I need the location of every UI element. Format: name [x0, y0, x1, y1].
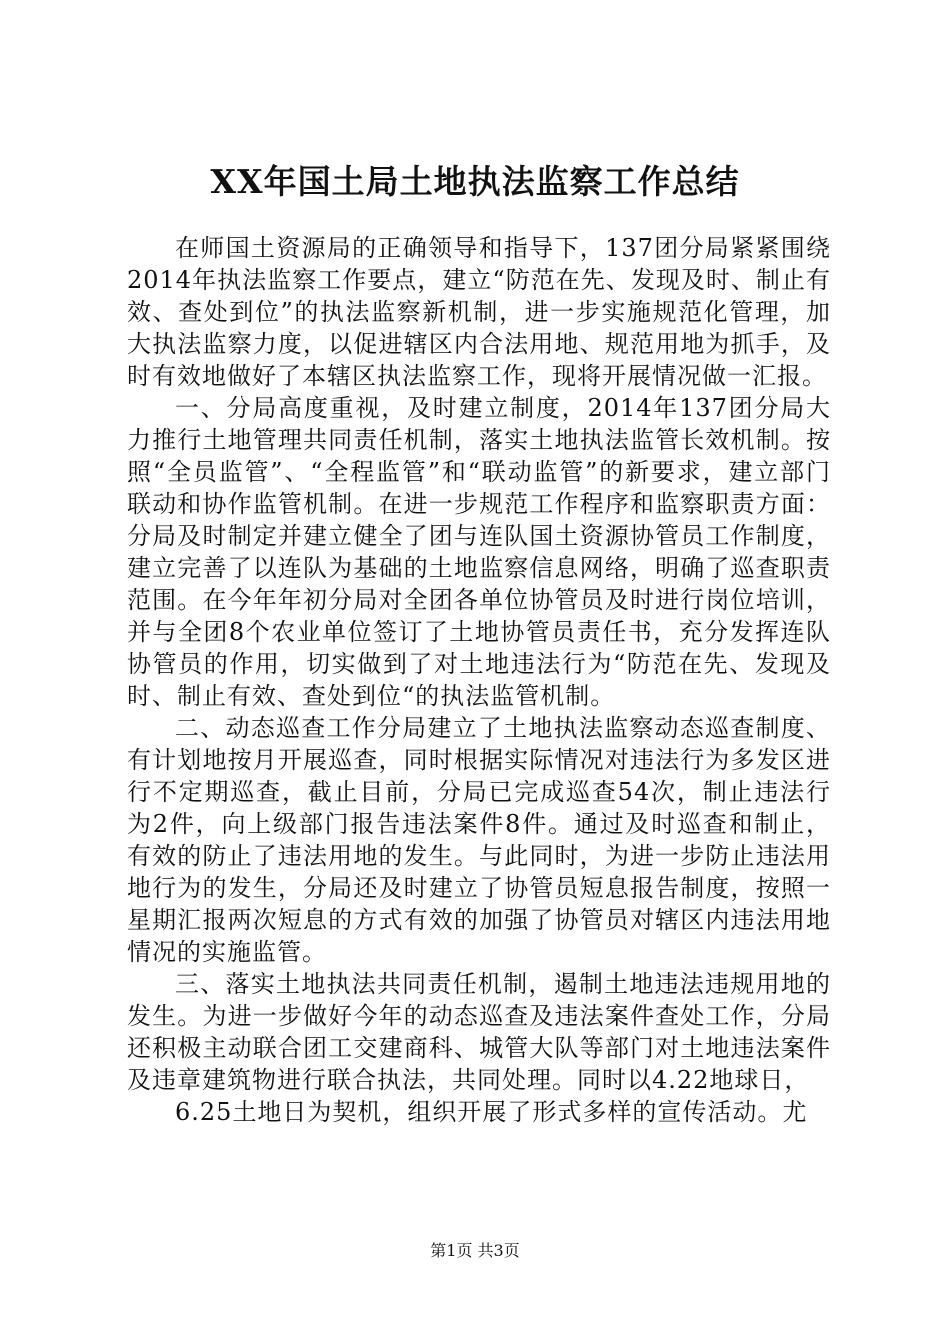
paragraph-section-2: 二、动态巡查工作分局建立了土地执法监察动态巡查制度、有计划地按月开展巡查，同时根据实际情况对违法行为多发区进行不定期巡查，截止目前，分局已完成巡查54次，制止违法行为2件，向上级部门报告违法案件8件。通过及时巡查和制止，有效的防止了违法用地的发生。与此同时，为进一步防止违法用地行为的发生，分局还及时建立了协管员短息报告制度，按照一星期汇报两次短息的方式有效的加强了协管员对辖区内违法用地情况的实施监管。 [127, 714, 831, 966]
document-body [127, 232, 831, 1128]
paragraph-continuation: 6.25土地日为契机，组织开展了形式多样的宣传活动。尤 [175, 1098, 808, 1126]
paragraph-section-3: 三、落实土地执法共同责任机制，遏制土地违法违规用地的发生。为进一步做好今年的动态巡查及违法案件查处工作，分局还积极主动联合团工交建商科、城管大队等部门对土地违法案件及违章建筑物进行联合执法，共同处理。同时以4.22地球日， [127, 970, 831, 1094]
paragraph-intro: 在师国土资源局的正确领导和指导下，137团分局紧紧围绕2014年执法监察工作要点，建立“防范在先、发现及时、制止有效、查处到位”的执法监察新机制，进一步实施规范化管理，加大执法监察力度，以促进辖区内合法用地、规范用地为抓手，及时有效地做好了本辖区执法监察工作，现将开展情况做一汇报。 [127, 234, 831, 390]
paragraph-section-1: 一、分局高度重视，及时建立制度，2014年137团分局大力推行土地管理共同责任机制，落实土地执法监管长效机制。按照“全员监管”、“全程监管”和“联动监管”的新要求，建立部门联动和协作监管机制。在进一步规范工作程序和监察职责方面：分局及时制定并建立健全了团与连队国土资源协管员工作制度，建立完善了以连队为基础的土地监察信息网络，明确了巡查职责范围。在今年年初分局对全团各单位协管员及时进行岗位培训，并与全团8个农业单位签订了土地协管员责任书，充分发挥连队协管员的作用，切实做到了对土地违法行为“防范在先、发现及时、制止有效、查处到位“的执法监管机制。 [127, 394, 831, 710]
page-title: XX年国土局土地执法监察工作总结 [210, 162, 740, 201]
page-number-footer: 第1页 共3页 [430, 1241, 520, 1260]
